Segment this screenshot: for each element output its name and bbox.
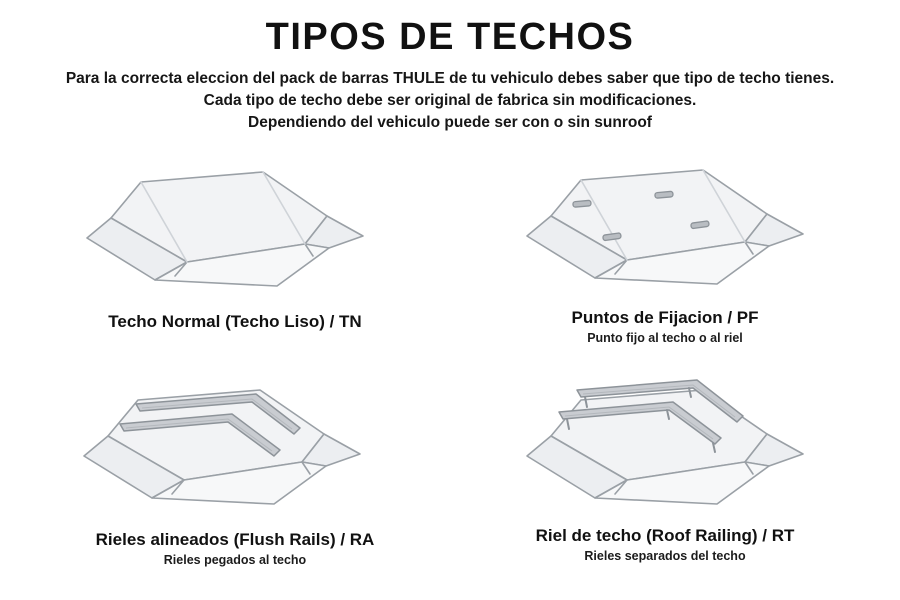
car-roof-railing-icon xyxy=(507,372,837,512)
page-title: TIPOS DE TECHOS xyxy=(265,16,635,58)
fixpoint-pad xyxy=(655,191,673,198)
roof-type-subcaption-pf: Punto fijo al techo o al riel xyxy=(587,330,743,345)
roof-type-caption-tn: Techo Normal (Techo Liso) / TN xyxy=(108,311,362,331)
intro-line-1: Para la correcta eleccion del pack de barras THULE de tu vehiculo debes saber que tipo de techo tienes. xyxy=(65,69,835,87)
roof-type-card-ra xyxy=(20,368,450,590)
roof-type-subcaption-ra: Rieles pegados al techo xyxy=(163,552,307,567)
roof-type-subcaption-rt: Rieles separados del techo xyxy=(584,548,746,563)
fixpoint-pad xyxy=(573,200,591,207)
roof-type-caption-ra: Rieles alineados (Flush Rails) / RA xyxy=(95,529,375,549)
roof-type-card-tn xyxy=(20,146,450,368)
roof-type-card-pf xyxy=(450,146,880,368)
intro-line-2: Cada tipo de techo debe ser original de fabrica sin modificaciones. xyxy=(203,91,697,109)
intro-text xyxy=(20,68,880,134)
roof-type-caption-pf: Puntos de Fijacion / PF xyxy=(571,307,759,327)
roof-type-caption-rt: Riel de techo (Roof Railing) / RT xyxy=(535,525,795,545)
roof-type-card-rt xyxy=(450,368,880,590)
car-roof-fixpoint-icon xyxy=(507,156,837,296)
roof-types-grid xyxy=(20,146,880,590)
car-roof-flush-rails-icon xyxy=(64,374,394,514)
intro-line-3: Dependiendo del vehiculo puede ser con o sin sunroof xyxy=(248,113,652,131)
car-roof-normal-icon xyxy=(67,158,397,298)
